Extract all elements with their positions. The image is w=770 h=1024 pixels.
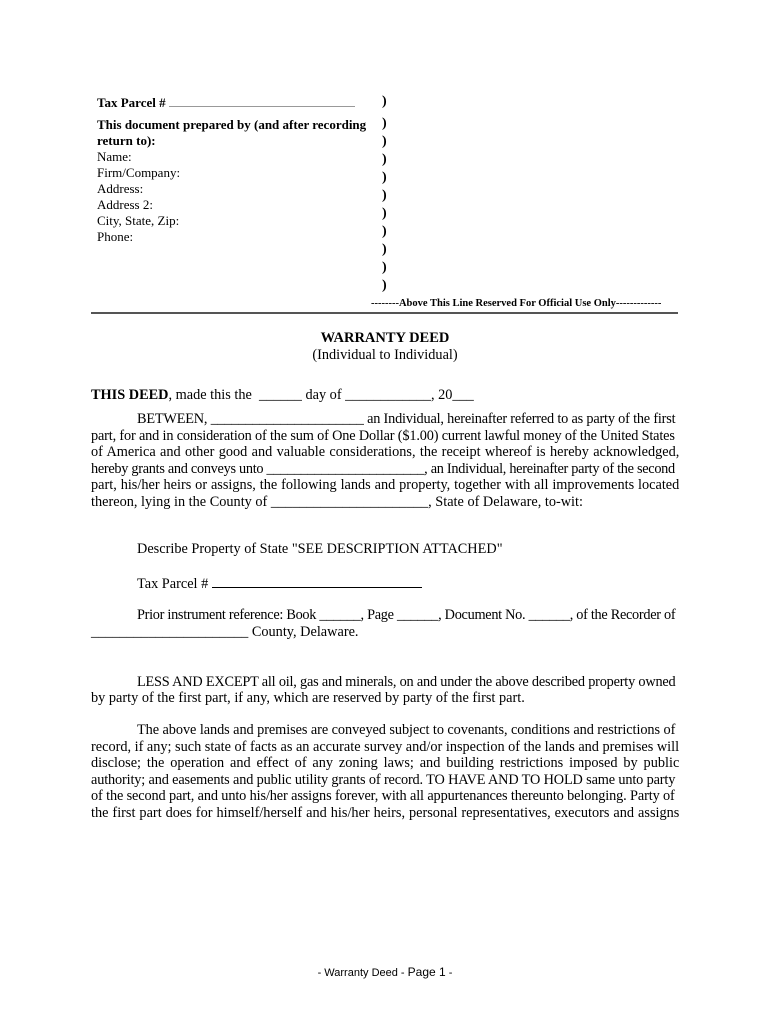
conveyed-para [91,789,680,804]
paren: ) [382,94,387,109]
between-line [137,412,680,427]
divider [91,312,678,314]
conveyed-text: of the second part, and unto his/her assigns forever, with all appurtenances thereunto belonging. Party of [91,788,675,804]
paren: ) [382,134,387,149]
less-except [91,691,680,706]
document-subtitle: (Individual to Individual) [312,347,458,363]
document-title: WARRANTY DEED [320,330,450,346]
tax-parcel-label: Tax Parcel # [97,94,355,110]
conveyed-para [91,740,680,755]
conveyed-text: disclose; the operation and effect of any zoning laws; and building restrictions imposed by public [91,755,680,771]
between-line [91,462,680,477]
tax-parcel-2: Tax Parcel # [137,575,422,592]
conveyed-para [137,723,680,738]
between-line [91,445,680,460]
between-line [91,495,680,510]
prior-reference [91,625,680,640]
phone-field: Phone: [97,229,134,244]
prepared-by-heading: This document prepared by (and after recording [97,117,367,132]
city-state-zip-field: City, State, Zip: [97,213,180,228]
paren: ) [382,152,387,167]
less-except [137,675,680,690]
address-field: Address: [97,181,144,196]
prior-reference [137,608,680,623]
between-line [91,478,680,493]
between-line-text: hereby grants and conveys unto _______________________, an Individual, hereinafter party of the second [91,461,675,477]
paren: ) [382,242,387,257]
paren: ) [382,224,387,239]
conveyed-para [91,756,680,771]
tax-parcel-field[interactable] [169,94,355,107]
between-line-text: of America and other good and valuable considerations, the receipt whereof is hereby acknowledged, [91,444,680,460]
conveyed-text: record, if any; such state of facts as an accurate survey and/or inspection of the lands and premises will [91,739,680,755]
name-field: Name: [97,149,132,164]
prepared-by-heading-2: return to): [97,133,156,148]
conveyed-para [91,806,680,821]
prior-reference-text: ______________________ County, Delaware. [91,624,359,640]
firm-field: Firm/Company: [97,165,181,180]
conveyed-text: The above lands and premises are conveyed subject to covenants, conditions and restrictions of [137,722,676,738]
less-except-text: by party of the first part, if any, which are reserved by party of the first part. [91,690,525,706]
official-use-note: --------Above This Line Reserved For Official Use Only------------- [371,298,662,309]
paren: ) [382,188,387,203]
between-line-text: thereon, lying in the County of ______________________, State of Delaware, to-wit: [91,494,583,510]
between-line-text: part, for and in consideration of the sum of One Dollar ($1.00) current lawful money of the United States [91,428,675,444]
deed-date-line: THIS DEED, made this the ______ day of ____________, 20___ [91,387,474,403]
paren: ) [382,116,387,131]
conveyed-para [91,773,680,788]
page-footer: - Warranty Deed - Page 1 - [317,965,453,979]
conveyed-text: authority; and easements and public utility grants of record. TO HAVE AND TO HOLD same unto party [91,772,676,788]
paren: ) [382,260,387,275]
describe-property: Describe Property of State "SEE DESCRIPTION ATTACHED" [137,541,503,557]
between-line-text: BETWEEN, ______________________ an Individual, hereinafter referred to as party of the first [137,411,676,427]
paren: ) [382,170,387,185]
between-line-text: part, his/her heirs or assigns, the following lands and property, together with all improvements located [91,477,680,493]
paren: ) [382,278,387,293]
paren: ) [382,206,387,221]
less-except-text: LESS AND EXCEPT all oil, gas and minerals, on and under the above described property owned [137,674,676,690]
prior-reference-text: Prior instrument reference: Book ______, Page ______, Document No. ______, of the Recorder of [137,607,676,623]
address2-field: Address 2: [97,197,153,212]
conveyed-text: the first part does for himself/herself and his/her heirs, personal representatives, executors and assigns [91,805,680,821]
tax-parcel-2-field[interactable] [212,575,422,588]
between-line [91,429,680,444]
